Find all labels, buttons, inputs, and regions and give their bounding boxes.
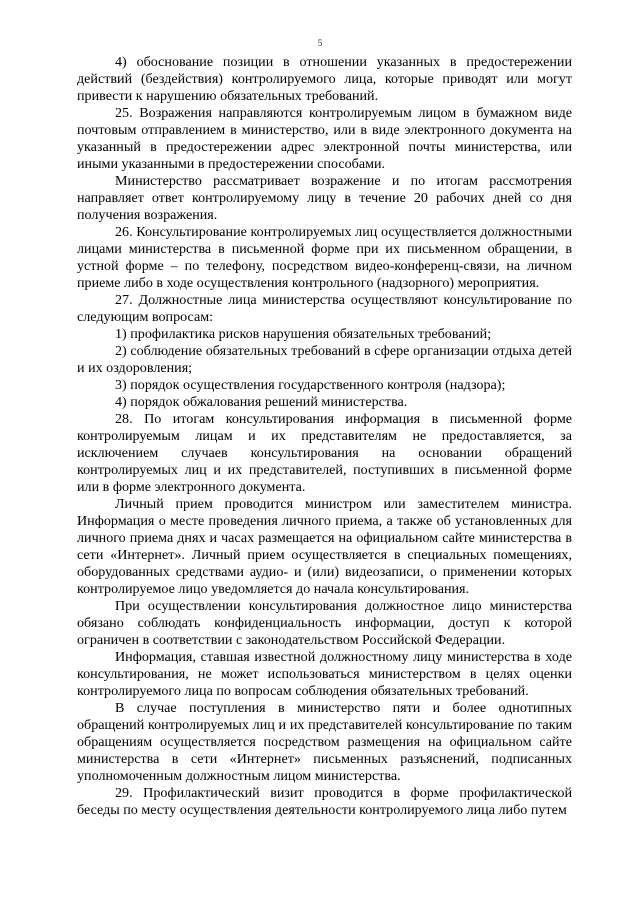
list-item-1: 1) профилактика рисков нарушения обязательных требований; — [115, 326, 492, 342]
list-item-4: 4) порядок обжалования решений министерства. — [115, 394, 408, 410]
document-body — [77, 54, 572, 819]
paragraph-personal-reception: Личный прием проводится министром или заместителем министра. Информация о месте проведения личного приема, а также об установленных для личного приема днях и часах размещается на официальном сайте министерства в сети «Интернет». Личный прием осуществляется в специальных помещениях, оборудованных средствами аудио- и (или) видеозаписи, о применении которых контролируемое лицо уведомляется до начала консультирования. — [77, 496, 572, 597]
paragraph-4-justification: 4) обоснование позиции в отношении указанных в предостережении действий (бездействия) контролируемого лица, которые приводят или могут привести к нарушению обязательных требований. — [77, 54, 572, 104]
paragraph-ministry-response: Министерство рассматривает возражение и по итогам рассмотрения направляет ответ контролируемому лицу в течение 20 рабочих дней со дня получения возражения. — [77, 173, 572, 223]
paragraph-28-written-info: 28. По итогам консультирования информация в письменной форме контролируемым лицам и их представителям не предоставляется, за исключением случаев консультирования на основании обращений контролируемых лиц и их представителей, поступивших в письменной форме или в форме электронного документа. — [77, 411, 572, 495]
paragraph-similar-requests: В случае поступления в министерство пяти и более однотипных обращений контролируемых лиц и их представителей консультирование по таким обращениям осуществляется посредством размещения на официальном сайте министерства в сети «Интернет» письменных разъяснений, подписанных уполномоченным должностным лицом министерства. — [77, 700, 572, 784]
paragraph-info-usage: Информация, ставшая известной должностному лицу министерства в ходе консультирования, не может использоваться министерством в целях оценки контролируемого лица по вопросам соблюдения обязательных требований. — [77, 649, 572, 699]
paragraph-confidentiality: При осуществлении консультирования должностное лицо министерства обязано соблюдать конфиденциальность информации, доступ к которой ограничен в соответствии с законодательством Российской Федерации. — [77, 598, 572, 648]
page-number: 5 — [317, 38, 323, 48]
paragraph-29-preventive-visit: 29. Профилактический визит проводится в форме профилактической беседы по месту осуществления деятельности контролируемого лица либо путем — [77, 785, 572, 818]
list-item-3: 3) порядок осуществления государственного контроля (надзора); — [115, 377, 506, 393]
paragraph-25-objections: 25. Возражения направляются контролируемым лицом в бумажном виде почтовым отправлением в министерство, или в виде электронного документа на указанный в предостережении адрес электронной почты министерства, или иными указанными в предостережении способами. — [77, 105, 572, 172]
paragraph-27-consulting-topics: 27. Должностные лица министерства осуществляют консультирование по следующим вопросам: — [77, 292, 572, 325]
paragraph-26-consulting: 26. Консультирование контролируемых лиц осуществляется должностными лицами министерства в письменной форме при их письменном обращении, в устной форме – по телефону, посредством видео-конференц-связи, на личном приеме либо в ходе осуществления контрольного (надзорного) мероприятия. — [77, 224, 572, 291]
list-item-2: 2) соблюдение обязательных требований в сфере организации отдыха детей и их оздоровления; — [77, 343, 572, 376]
